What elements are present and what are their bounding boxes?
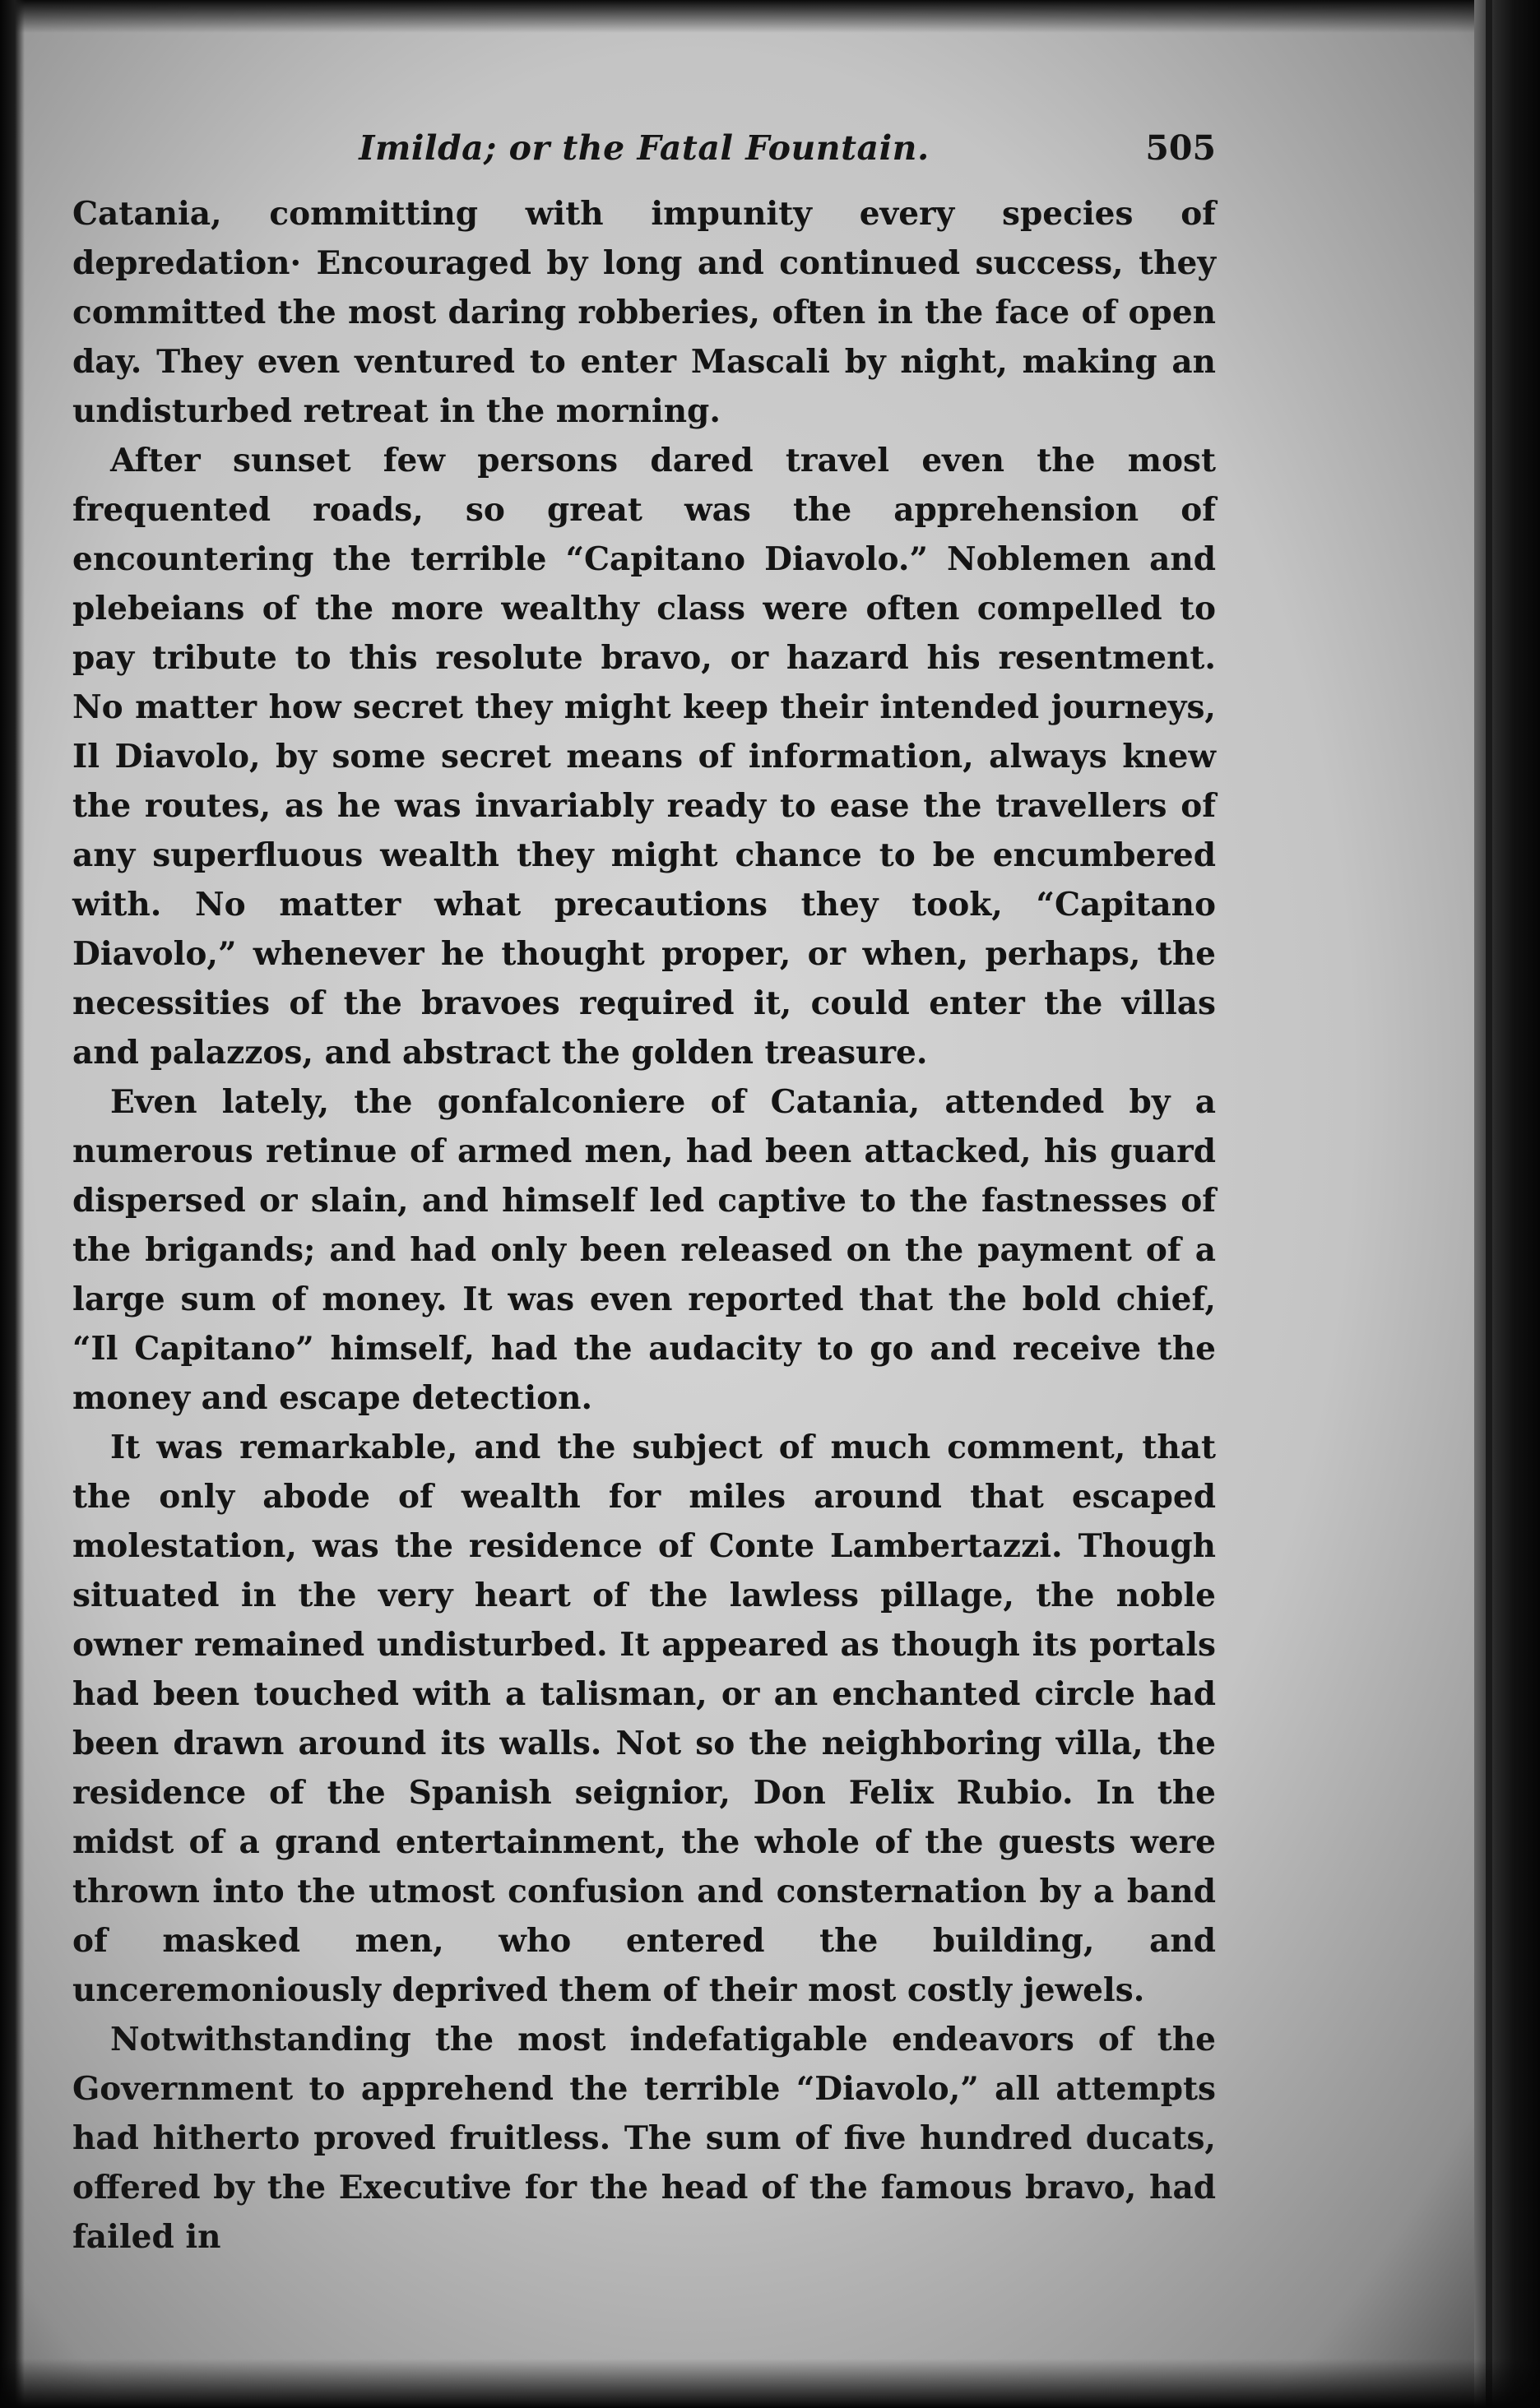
paragraph-4: It was remarkable, and the subject of much comment, that the only abode of wealth for miles around that escaped molestation, was the residence of Conte Lambertazzi. Though situated in the very heart of the lawless pillage, the noble owner remained undisturbed. It appeared as though its portals had been touched with a talisman, or an enchanted circle had been drawn around its walls. Not so the neighboring villa, the residence of the Spanish seignior, Don Felix Rubio. In the midst of a grand entertainment, the whole of the guests were thrown into the utmost confusion and consternation by a band of masked men, who entered the building, and unceremoniously deprived them of their most costly jewels.	[72, 1429, 1216, 2009]
paragraph-2: After sunset few persons dared travel even the most frequented roads, so great was the apprehension of encountering the terrible “Capitano Diavolo.” Noblemen and plebeians of the more wealthy class were often compelled to pay tribute to this resolute bravo, or hazard his resentment. No matter how secret they might keep their intended journeys, Il Diavolo, by some secret means of information, always knew the routes, as he was invariably ready to ease the travellers of any superfluous wealth they might chance to be encumbered with. No matter what precautions they took, “Capitano Diavolo,” whenever he thought proper, or when, perhaps, the necessities of the bravoes required it, could enter the villas and palazzos, and abstract the golden treasure.	[72, 442, 1216, 1072]
page-body	[72, 115, 1216, 2262]
running-title: Imilda; or the Fatal Fountain.	[359, 128, 930, 168]
paragraph-3: Even lately, the gonfalconiere of Catania, attended by a numerous retinue of armed men, had been attacked, his guard dispersed or slain, and himself led captive to the fastnesses of the brigands; and had only been released on the payment of a large sum of money. It was even reported that the bold chief, “Il Capitano” himself, had the audacity to go and receive the money and escape detection.	[72, 1083, 1216, 1417]
gutter-shadow	[1486, 0, 1492, 2408]
page-number: 505	[1145, 128, 1216, 168]
scan-top-edge	[0, 0, 1540, 33]
paragraph-1: Catania, committing with impunity every species of depredation· Encouraged by long and continued success, they committed the most daring robberies, often in the face of open day. They even ventured to enter Mascali by night, making an undisturbed retreat in the morning.	[72, 195, 1216, 430]
scan-bottom-edge	[0, 2359, 1540, 2408]
running-head	[72, 115, 1216, 189]
book-gutter	[1474, 0, 1540, 2408]
scan-left-edge	[0, 0, 25, 2408]
paragraph-5: Notwithstanding the most indefatigable endeavors of the Government to apprehend the terrible “Diavolo,” all attempts had hitherto proved fruitless. The sum of five hundred ducats, offered by the Executive for the head of the famous bravo, had failed in	[72, 2021, 1216, 2256]
